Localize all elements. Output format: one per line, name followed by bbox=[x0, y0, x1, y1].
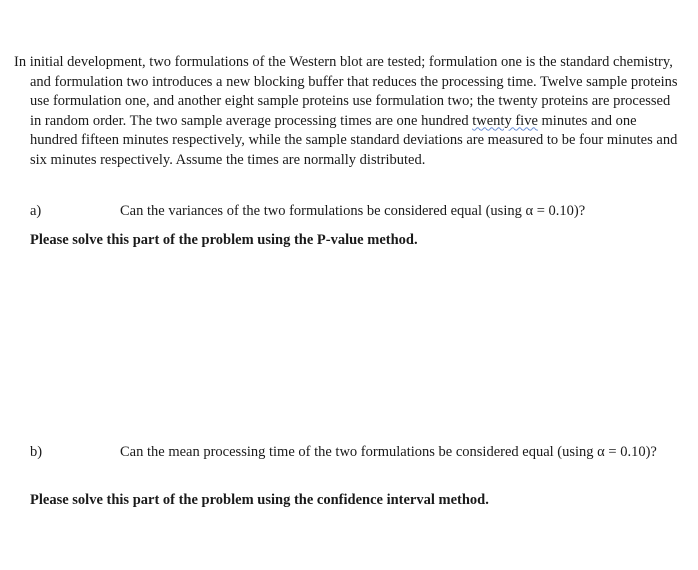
problem-text-end: minutes and one hundred fifteen minutes respectively, while the sample standard deviations are measured to be four minutes and six minutes respectively. Assume the times are normally distributed. bbox=[30, 112, 678, 168]
problem-text-start: In initial development, two formulations of the Western blot are tested; formulation one is the standard chemistry, and formulation two introduces a new blocking buffer that reduces the processing time. Twelve sample proteins use formulation one, and another eight sample proteins use formulation two; the twenty proteins are processed in random order. The two sample average processing times are one hundred bbox=[14, 54, 678, 129]
part-a-instruction: Please solve this part of the problem using the P-value method. bbox=[30, 232, 418, 248]
part-a-question-text: Can the variances of the two formulations be considered equal (using α = 0.10)? bbox=[120, 203, 586, 219]
part-b-question bbox=[30, 443, 660, 463]
problem-statement bbox=[14, 53, 680, 170]
part-a-letter: a) bbox=[30, 203, 42, 219]
part-a-question bbox=[30, 202, 660, 222]
part-b-letter: b) bbox=[30, 444, 43, 460]
part-b-instruction: Please solve this part of the problem using the confidence interval method. bbox=[30, 492, 489, 508]
part-b-question-text: Can the mean processing time of the two formulations be considered equal (using α = 0.10)? bbox=[120, 444, 657, 460]
spellcheck-flagged-phrase: twenty five bbox=[472, 112, 538, 129]
